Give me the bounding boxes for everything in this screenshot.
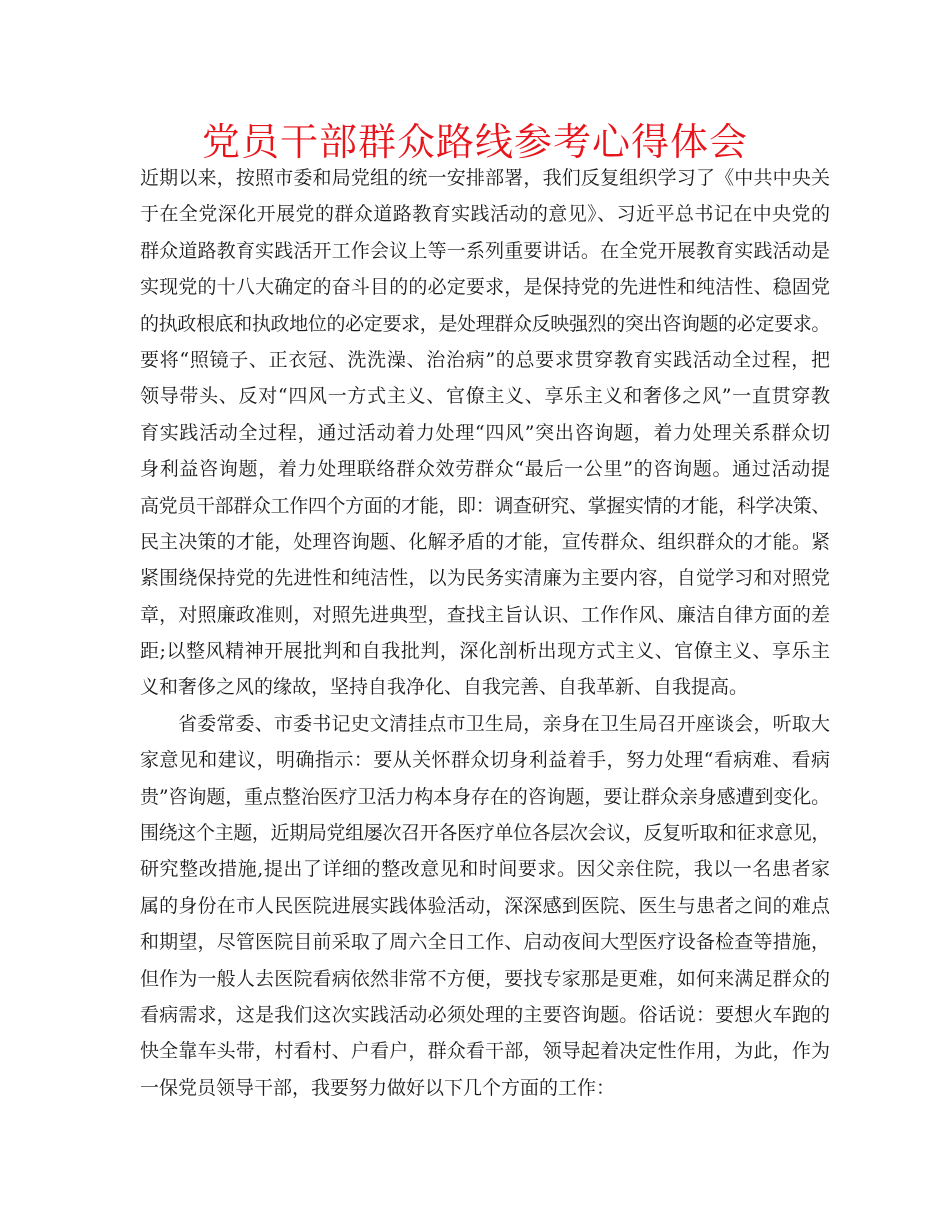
paragraph-line: 章，对照廉政准则，对照先进典型，查找主旨认识、工作作风、廉洁自律方面的差: [140, 603, 830, 626]
paragraph-line: 研究整改措施,提出了详细的整改意见和时间要求。因父亲住院，我以一名患者家: [140, 858, 830, 881]
paragraph-line: 贵”咨询题，重点整治医疗卫活力构本身存在的咨询题，要让群众亲身感遭到变化。: [140, 785, 831, 808]
paragraph-line: 家意见和建议，明确指示：要从关怀群众切身利益着手，努力处理“看病难、看病: [140, 749, 830, 772]
paragraph-line: 近期以来，按照市委和局党组的统一安排部署，我们反复组织学习了《中共中央关: [140, 167, 830, 189]
paragraph-line: 属的身份在市人民医院进展实践体验活动，深深感到医院、医生与患者之间的难点: [140, 894, 830, 917]
paragraph-line: 民主决策的才能，处理咨询题、化解矛盾的才能，宣传群众、组织群众的才能。紧: [140, 530, 830, 553]
document-title: 党员干部群众路线参考心得体会: [201, 120, 748, 164]
paragraph-line: 的执政根底和执政地位的必定要求，是处理群众反映强烈的突出咨询题的必定要求。: [140, 312, 830, 335]
paragraph-line: 快全靠车头带，村看村、户看户，群众看干部，领导起着决定性作用，为此，作为: [140, 1040, 830, 1063]
paragraph-line: 高党员干部群众工作四个方面的才能，即：调查研究、掌握实情的才能，科学决策、: [140, 494, 830, 517]
paragraph-line: 看病需求，这是我们这次实践活动必须处理的主要咨询题。俗话说：要想火车跑的: [140, 1003, 830, 1026]
paragraph-line: 省委常委、市委书记史文清挂点市卫生局，亲身在卫生局召开座谈会，听取大: [178, 712, 830, 735]
paragraph-line: 育实践活动全过程，通过活动着力处理“四风”突出咨询题，着力处理关系群众切: [140, 421, 830, 444]
paragraph-line: 和期望，尽管医院目前采取了周六全日工作、启动夜间大型医疗设备检查等措施，: [140, 931, 830, 954]
paragraph-line: 要将“照镜子、正衣冠、洗洗澡、治治病”的总要求贯穿教育实践活动全过程，把: [140, 348, 830, 371]
paragraph-line: 但作为一般人去医院看病依然非常不方便，要找专家那是更难，如何来满足群众的: [140, 967, 830, 990]
paragraph-line: 身利益咨询题，着力处理联络群众效劳群众“最后一公里”的咨询题。通过活动提: [140, 458, 830, 481]
paragraph-line: 围绕这个主题，近期局党组屡次召开各医疗单位各层次会议，反复听取和征求意见，: [140, 822, 830, 845]
paragraph-line: 距;以整风精神开展批判和自我批判，深化剖析出现方式主义、官僚主义、享乐主: [140, 640, 830, 663]
paragraph-line: 一保党员领导干部，我要努力做好以下几个方面的工作：: [140, 1076, 616, 1099]
paragraph-line: 领导带头、反对“四风一方式主义、官僚主义、享乐主义和奢侈之风”一直贯穿教: [140, 385, 830, 408]
paragraph-line: 义和奢侈之风的缘故，坚持自我净化、自我完善、自我革新、自我提高。: [140, 676, 749, 699]
paragraph-1: [140, 160, 830, 706]
paragraph-line: 实现党的十八大确定的奋斗目的的必定要求，是保持党的先进性和纯洁性、稳固党: [140, 276, 830, 299]
paragraph-2: [140, 706, 830, 1106]
paragraph-line: 于在全党深化开展党的群众道路教育实践活动的意见》、习近平总书记在中央党的: [140, 203, 830, 226]
paragraph-line: 群众道路教育实践活开工作会议上等一系列重要讲话。在全党开展教育实践活动是: [140, 239, 830, 262]
paragraph-line: 紧围绕保持党的先进性和纯洁性，以为民务实清廉为主要内容，自觉学习和对照党: [140, 567, 830, 590]
document-body: [140, 160, 830, 1106]
